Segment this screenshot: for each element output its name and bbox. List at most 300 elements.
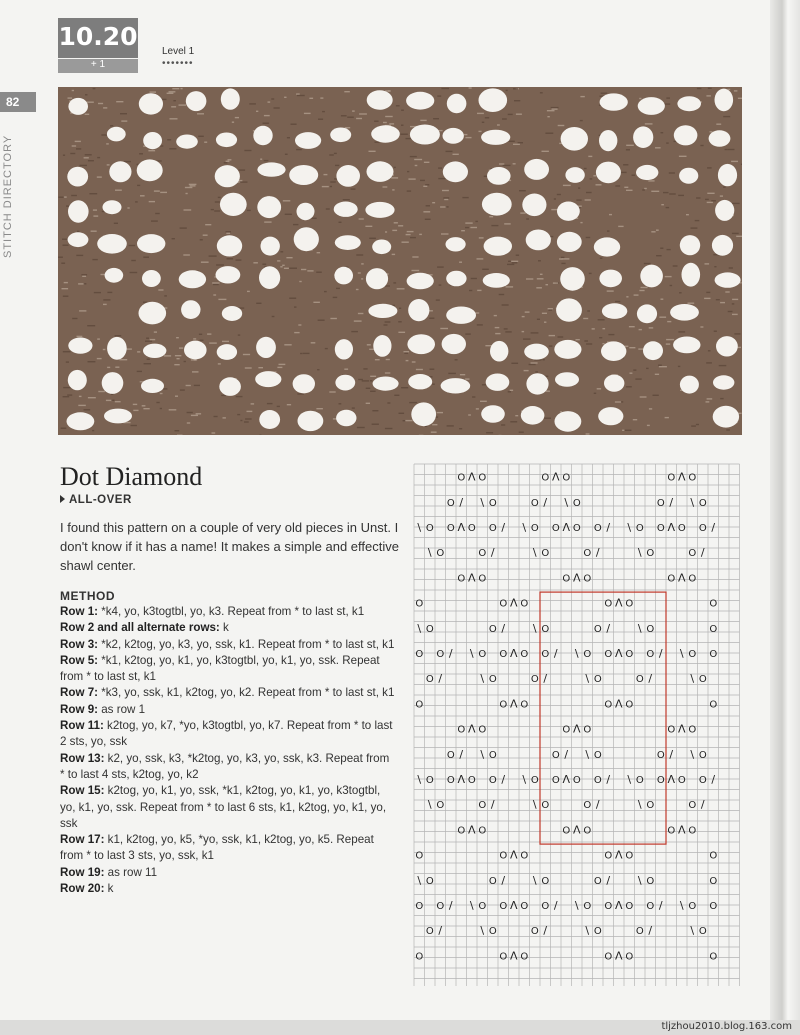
k2tog-symbol: / — [658, 647, 663, 660]
yarn-fiber — [482, 269, 489, 270]
yarn-fiber — [86, 102, 94, 103]
yarn-fiber — [420, 180, 425, 181]
yarn-fiber — [462, 197, 468, 198]
yarn-fiber — [551, 107, 559, 108]
ssk-symbol: \ — [637, 546, 642, 560]
yarn-fiber — [184, 209, 192, 210]
yarn-fiber — [720, 195, 723, 196]
knitted-swatch-photo — [58, 87, 742, 435]
yarn-fiber — [638, 348, 643, 349]
yarn-fiber — [545, 133, 553, 134]
yarn-fiber — [277, 260, 280, 261]
yarn-fiber — [179, 104, 187, 105]
yarn-fiber — [258, 367, 263, 368]
yarn-over-symbol: O — [488, 623, 497, 635]
pattern-intro: I found this pattern on a couple of very old pieces in Unst. I don't know if it has a name! It makes a simple and effective shawl center. — [60, 520, 399, 573]
yarn-over-symbol: O — [604, 649, 613, 660]
yarn-fiber — [731, 161, 738, 162]
k3tog-symbol: Λ — [572, 722, 581, 736]
ssk-symbol: \ — [637, 873, 642, 887]
yarn-over-symbol: O — [478, 825, 487, 837]
yarn-fiber — [477, 290, 481, 291]
lace-hole — [560, 267, 585, 291]
yarn-fiber — [396, 105, 400, 106]
yarn-fiber — [406, 360, 409, 361]
lace-hole — [526, 230, 551, 251]
lace-hole — [176, 135, 198, 149]
yarn-fiber — [274, 107, 280, 108]
yarn-fiber — [700, 145, 703, 146]
yarn-fiber — [183, 254, 190, 255]
ssk-symbol: \ — [427, 798, 432, 812]
yarn-fiber — [549, 345, 553, 346]
lace-hole — [297, 203, 315, 220]
lace-hole — [407, 273, 434, 290]
yarn-over-symbol: O — [488, 523, 497, 534]
row-instruction: k — [104, 882, 114, 896]
yarn-fiber — [299, 281, 301, 282]
yarn-fiber — [482, 122, 485, 123]
yarn-over-symbol: O — [488, 875, 497, 887]
yarn-fiber — [383, 186, 388, 187]
row-instruction: *k1, k2tog, yo, k1, yo, k3togtbl, yo, k1, yo, ssk. Repeat from * to last st, k1 — [60, 653, 380, 684]
yarn-fiber — [663, 192, 669, 193]
lace-hole — [715, 89, 734, 112]
yarn-fiber — [522, 331, 525, 332]
yarn-fiber — [58, 257, 63, 258]
yarn-fiber — [63, 245, 69, 246]
yarn-fiber — [209, 342, 217, 343]
yarn-fiber — [272, 316, 275, 317]
yarn-fiber — [649, 327, 654, 328]
yarn-over-symbol: O — [667, 724, 676, 736]
yarn-fiber — [548, 308, 553, 309]
lace-hole — [373, 377, 399, 391]
yarn-fiber — [175, 355, 182, 356]
yarn-fiber — [71, 195, 77, 196]
k2tog-symbol: / — [564, 747, 569, 761]
yarn-fiber — [330, 181, 336, 182]
yarn-fiber — [303, 353, 310, 354]
yarn-fiber — [472, 396, 475, 397]
yarn-fiber — [201, 262, 209, 263]
yarn-fiber — [324, 291, 327, 292]
yarn-over-symbol: O — [646, 901, 655, 912]
yarn-fiber — [198, 136, 204, 137]
yarn-over-symbol: O — [425, 523, 434, 534]
lace-hole — [68, 200, 89, 222]
yarn-fiber — [226, 161, 230, 162]
yarn-fiber — [508, 114, 513, 115]
yarn-over-symbol: O — [688, 472, 697, 484]
yarn-fiber — [370, 391, 376, 392]
yarn-fiber — [711, 200, 716, 201]
yarn-over-symbol: O — [656, 775, 665, 786]
difficulty-dots: ••••••• — [162, 58, 194, 69]
yarn-fiber — [691, 227, 698, 228]
yarn-fiber — [552, 108, 558, 109]
yarn-fiber — [392, 189, 394, 190]
yarn-fiber — [167, 93, 174, 94]
yarn-fiber — [423, 211, 430, 212]
yarn-over-symbol: O — [698, 497, 707, 509]
yarn-fiber — [62, 239, 67, 240]
yarn-over-symbol: O — [698, 775, 707, 786]
yarn-over-symbol: O — [688, 649, 697, 660]
yarn-over-symbol: O — [583, 573, 592, 585]
yarn-fiber — [446, 151, 453, 152]
yarn-fiber — [476, 408, 479, 409]
lace-hole — [594, 237, 620, 256]
yarn-fiber — [725, 291, 729, 292]
yarn-fiber — [115, 335, 122, 336]
yarn-fiber — [218, 197, 221, 198]
yarn-over-symbol: O — [583, 800, 592, 812]
yarn-fiber — [714, 266, 716, 267]
yarn-fiber — [479, 131, 482, 132]
ssk-symbol: \ — [690, 495, 695, 509]
yarn-fiber — [185, 187, 193, 188]
yarn-fiber — [401, 387, 408, 388]
yarn-fiber — [227, 258, 234, 259]
ssk-symbol: \ — [532, 546, 537, 560]
ssk-symbol: \ — [637, 798, 642, 812]
k3tog-symbol: Λ — [572, 571, 581, 585]
yarn-fiber — [172, 88, 179, 89]
ssk-symbol: \ — [532, 873, 537, 887]
ssk-symbol: \ — [469, 899, 474, 912]
yarn-fiber — [253, 262, 258, 263]
yarn-fiber — [93, 88, 96, 89]
yarn-fiber — [214, 416, 218, 417]
blog-watermark: tljzhou2010.blog.163.com — [661, 1021, 792, 1032]
yarn-fiber — [666, 142, 669, 143]
lace-hole — [482, 193, 512, 216]
yarn-over-symbol: O — [436, 548, 445, 560]
yarn-fiber — [277, 367, 282, 368]
yarn-fiber — [502, 304, 509, 305]
yarn-fiber — [459, 262, 462, 263]
ssk-symbol: \ — [585, 672, 590, 686]
yarn-over-symbol: O — [604, 598, 613, 610]
yarn-fiber — [385, 372, 390, 373]
yarn-fiber — [356, 289, 359, 290]
yarn-fiber — [667, 321, 671, 322]
yarn-fiber — [644, 188, 647, 189]
yarn-fiber — [375, 142, 380, 143]
yarn-fiber — [160, 393, 163, 394]
yarn-fiber — [143, 257, 149, 258]
yarn-over-symbol: O — [688, 724, 697, 736]
yarn-fiber — [386, 359, 390, 360]
yarn-over-symbol: O — [415, 901, 424, 912]
yarn-over-symbol: O — [541, 472, 550, 484]
yarn-fiber — [300, 353, 302, 354]
yarn-fiber — [67, 394, 72, 395]
lace-hole — [561, 127, 588, 151]
yarn-fiber — [387, 402, 390, 403]
k3tog-symbol: Λ — [562, 773, 571, 786]
lace-hole — [526, 373, 548, 394]
yarn-fiber — [84, 409, 91, 410]
yarn-fiber — [658, 365, 662, 366]
yarn-over-symbol: O — [688, 825, 697, 837]
yarn-fiber — [289, 298, 296, 299]
yarn-fiber — [317, 369, 319, 370]
yarn-fiber — [416, 369, 423, 370]
yarn-fiber — [412, 256, 418, 257]
yarn-fiber — [505, 331, 511, 332]
lace-hole — [335, 375, 355, 391]
lace-hole — [637, 304, 657, 323]
yarn-fiber — [596, 184, 602, 185]
yarn-over-symbol: O — [625, 850, 634, 862]
yarn-over-symbol: O — [551, 523, 560, 534]
yarn-fiber — [409, 402, 417, 403]
yarn-fiber — [84, 283, 87, 284]
row-label: Row 20: — [60, 882, 105, 896]
yarn-fiber — [531, 332, 539, 333]
yarn-fiber — [522, 316, 525, 317]
yarn-fiber — [448, 373, 456, 374]
yarn-fiber — [651, 231, 655, 232]
yarn-fiber — [425, 219, 431, 220]
yarn-fiber — [247, 291, 250, 292]
yarn-over-symbol: O — [646, 800, 655, 812]
lace-hole — [107, 337, 127, 360]
row-label: Row 17: — [60, 833, 105, 847]
yarn-fiber — [507, 264, 514, 265]
yarn-fiber — [66, 361, 69, 362]
yarn-fiber — [341, 115, 347, 116]
yarn-over-symbol: O — [425, 875, 434, 887]
yarn-fiber — [137, 351, 140, 352]
yarn-fiber — [93, 215, 98, 216]
yarn-fiber — [103, 299, 110, 300]
yarn-fiber — [197, 113, 204, 114]
yarn-fiber — [352, 407, 355, 408]
lace-hole — [107, 127, 126, 142]
yarn-fiber — [436, 299, 440, 300]
lace-hole — [555, 411, 582, 432]
yarn-fiber — [518, 142, 523, 143]
yarn-fiber — [642, 189, 645, 190]
yarn-fiber — [334, 153, 337, 154]
yarn-fiber — [370, 380, 372, 381]
yarn-fiber — [256, 111, 258, 112]
yarn-over-symbol: O — [583, 901, 592, 912]
yarn-fiber — [444, 199, 448, 200]
yarn-over-symbol: O — [478, 548, 487, 560]
yarn-over-symbol: O — [604, 699, 613, 711]
yarn-fiber — [309, 98, 313, 99]
k3tog-symbol: Λ — [562, 521, 571, 534]
yarn-fiber — [477, 113, 484, 114]
ssk-symbol: \ — [690, 924, 695, 938]
lace-hole — [407, 334, 435, 354]
yarn-fiber — [133, 404, 137, 405]
ssk-symbol: \ — [574, 899, 579, 912]
yarn-over-symbol: O — [625, 649, 634, 660]
yarn-over-symbol: O — [593, 775, 602, 786]
lace-hole — [137, 159, 163, 181]
yarn-fiber — [707, 398, 713, 399]
yarn-fiber — [367, 344, 371, 345]
yarn-fiber — [506, 90, 508, 91]
yarn-fiber — [85, 94, 88, 95]
k3tog-symbol: Λ — [509, 697, 518, 711]
k3tog-symbol: Λ — [572, 823, 581, 837]
yarn-over-symbol: O — [530, 497, 539, 509]
yarn-fiber — [140, 195, 145, 196]
yarn-fiber — [284, 97, 286, 98]
yarn-fiber — [77, 231, 79, 232]
yarn-fiber — [145, 341, 152, 342]
row-instruction: *k4, yo, k3togtbl, yo, k3. Repeat from * to last st, k1 — [98, 605, 365, 618]
yarn-fiber — [212, 282, 219, 283]
yarn-fiber — [471, 278, 477, 279]
yarn-fiber — [465, 137, 471, 138]
yarn-fiber — [352, 110, 355, 111]
k3tog-symbol: Λ — [677, 823, 686, 837]
yarn-fiber — [704, 298, 710, 299]
yarn-fiber — [358, 379, 363, 380]
method-row — [60, 865, 396, 881]
yarn-fiber — [280, 266, 282, 267]
yarn-fiber — [580, 120, 583, 121]
yarn-fiber — [404, 351, 410, 352]
yarn-fiber — [366, 388, 371, 389]
yarn-fiber — [513, 163, 516, 164]
yarn-fiber — [695, 220, 700, 221]
yarn-over-symbol: O — [478, 573, 487, 585]
method-heading: METHOD — [60, 589, 115, 603]
yarn-fiber — [540, 274, 543, 275]
yarn-over-symbol: O — [436, 901, 445, 912]
yarn-over-symbol: O — [604, 850, 613, 862]
yarn-fiber — [289, 268, 297, 269]
lace-hole — [443, 161, 468, 182]
yarn-fiber — [465, 222, 472, 223]
yarn-fiber — [343, 199, 350, 200]
lace-hole — [670, 304, 699, 321]
yarn-fiber — [670, 285, 673, 286]
yarn-over-symbol: O — [478, 649, 487, 660]
yarn-fiber — [98, 103, 103, 104]
k2tog-symbol: / — [669, 747, 674, 761]
yarn-fiber — [335, 165, 339, 166]
lace-hole — [490, 341, 508, 362]
yarn-fiber — [673, 265, 678, 266]
lace-hole — [179, 270, 206, 288]
yarn-fiber — [535, 371, 538, 372]
yarn-fiber — [97, 157, 100, 158]
k2tog-symbol: / — [448, 899, 453, 912]
yarn-fiber — [177, 435, 183, 436]
yarn-fiber — [479, 237, 484, 238]
k3tog-symbol: Λ — [614, 647, 623, 660]
yarn-fiber — [285, 214, 292, 215]
yarn-fiber — [107, 292, 112, 293]
lace-hole — [479, 88, 508, 112]
k2tog-symbol: / — [490, 798, 495, 812]
yarn-fiber — [72, 145, 76, 146]
lace-hole — [486, 374, 510, 391]
yarn-fiber — [80, 165, 88, 166]
yarn-fiber — [412, 361, 416, 362]
yarn-fiber — [192, 371, 199, 372]
yarn-fiber — [443, 197, 449, 198]
lace-hole — [141, 379, 164, 393]
lace-hole — [599, 130, 617, 151]
yarn-fiber — [287, 137, 290, 138]
yarn-fiber — [403, 420, 406, 421]
yarn-fiber — [211, 209, 214, 210]
yarn-fiber — [437, 412, 443, 413]
yarn-fiber — [561, 257, 565, 258]
yarn-fiber — [586, 237, 591, 238]
yarn-fiber — [601, 93, 608, 94]
yarn-fiber — [558, 125, 565, 126]
yarn-fiber — [727, 149, 734, 150]
yarn-fiber — [150, 339, 156, 340]
lace-hole — [220, 193, 247, 216]
yarn-fiber — [415, 165, 418, 166]
yarn-over-symbol: O — [635, 674, 644, 686]
yarn-fiber — [170, 118, 178, 119]
lace-hole — [68, 338, 92, 354]
yarn-over-symbol: O — [436, 649, 445, 660]
yarn-fiber — [88, 160, 94, 161]
yarn-fiber — [164, 295, 167, 296]
lace-hole — [556, 298, 582, 321]
yarn-fiber — [226, 233, 230, 234]
lace-hole — [521, 406, 545, 425]
yarn-fiber — [369, 151, 376, 152]
yarn-over-symbol: O — [583, 825, 592, 837]
yarn-over-symbol: O — [488, 497, 497, 509]
yarn-fiber — [561, 263, 565, 264]
yarn-fiber — [282, 265, 285, 266]
lace-hole — [336, 410, 356, 427]
yarn-fiber — [639, 98, 641, 99]
yarn-fiber — [705, 199, 709, 200]
yarn-fiber — [486, 432, 493, 433]
k3tog-symbol: Λ — [457, 521, 466, 534]
yarn-fiber — [542, 313, 547, 314]
lace-hole — [557, 202, 580, 221]
yarn-fiber — [374, 121, 379, 122]
yarn-over-symbol: O — [425, 775, 434, 786]
yarn-over-symbol: O — [499, 649, 508, 660]
yarn-fiber — [181, 88, 183, 89]
yarn-fiber — [705, 263, 710, 264]
yarn-fiber — [196, 413, 202, 414]
lace-hole — [487, 167, 511, 185]
yarn-fiber — [304, 113, 311, 114]
yarn-fiber — [236, 396, 243, 397]
row-instruction: k2, yo, ssk, k3, *k2tog, yo, k3, yo, ssk, k3. Repeat from * to last 4 sts, k2tog, yo, k2 — [60, 751, 390, 781]
yarn-fiber — [137, 185, 140, 186]
yarn-fiber — [214, 210, 220, 211]
yarn-fiber — [520, 212, 525, 213]
lace-hole — [604, 375, 624, 392]
yarn-fiber — [359, 113, 367, 114]
row-label: Row 7: — [60, 686, 99, 700]
yarn-fiber — [226, 231, 232, 232]
yarn-fiber — [79, 396, 82, 397]
yarn-fiber — [706, 292, 710, 293]
